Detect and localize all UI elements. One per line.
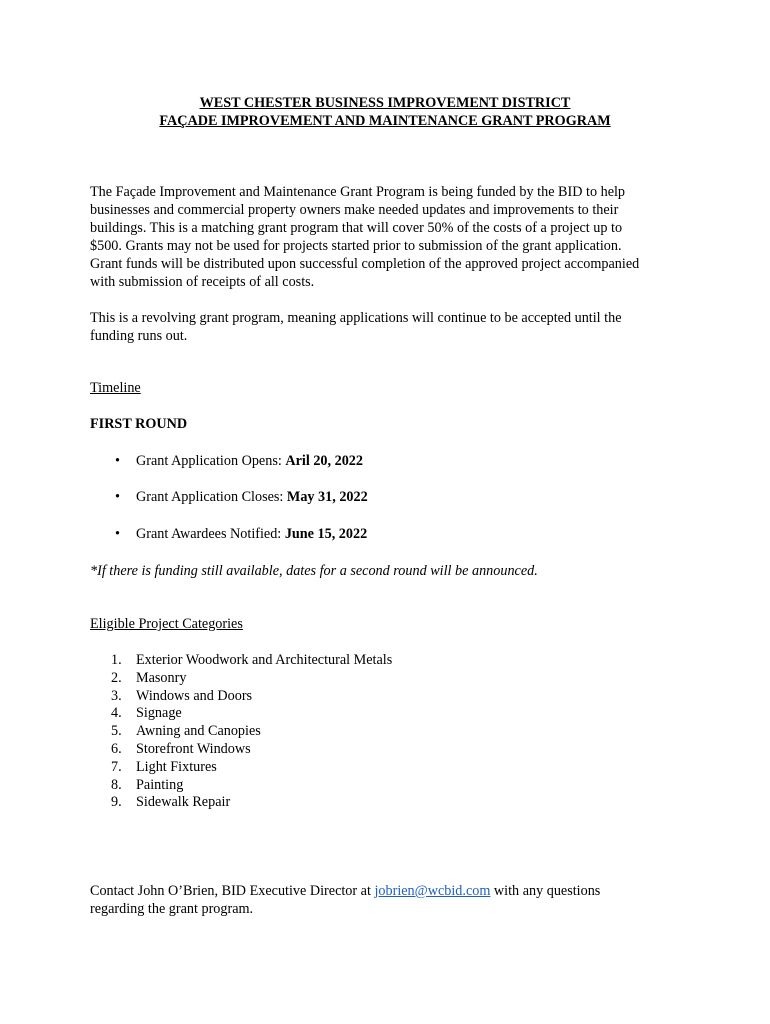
list-item-text: Painting	[136, 776, 184, 793]
list-item-text: Storefront Windows	[136, 740, 251, 757]
list-item-number: 6.	[111, 740, 122, 757]
intro-line: The Façade Improvement and Maintenance Grant Program is being funded by the BID to help	[90, 184, 626, 200]
list-item	[111, 687, 392, 705]
list-item	[111, 793, 392, 811]
revolving-line: This is a revolving grant program, meaning applications will continue to be accepted until the	[90, 310, 622, 326]
email-link[interactable]: jobrien@wcbid.com	[374, 883, 491, 899]
contact-paragraph	[90, 882, 710, 918]
contact-line-2: regarding the grant program.	[90, 901, 254, 917]
list-item-number: 2.	[111, 669, 122, 686]
bullet-icon: •	[115, 453, 120, 469]
list-item-text: Awning and Canopies	[136, 723, 261, 740]
timeline-item-notified	[115, 525, 367, 543]
contact-prefix: Contact John O’Brien, BID Executive Director at	[90, 883, 375, 899]
intro-line: Grant funds will be distributed upon successful completion of the approved project accompanied	[90, 256, 640, 272]
timeline-item-label: Grant Awardees Notified:	[136, 526, 285, 542]
list-item-text: Masonry	[136, 669, 187, 686]
list-item	[111, 669, 392, 687]
list-item	[111, 722, 392, 740]
heading-line-2: FAÇADE IMPROVEMENT AND MAINTENANCE GRANT PROGRAM	[159, 113, 611, 129]
list-item-number: 3.	[111, 687, 122, 704]
timeline-item-date: May 31, 2022	[286, 489, 368, 505]
eligible-categories-heading: Eligible Project Categories	[90, 616, 243, 632]
list-item	[111, 758, 392, 776]
list-item-number: 9.	[111, 794, 122, 811]
timeline-heading: Timeline	[90, 380, 141, 396]
document-heading	[0, 94, 770, 130]
revolving-line: funding runs out.	[90, 328, 188, 344]
timeline-item-label: Grant Application Closes:	[136, 489, 287, 505]
list-item-number: 7.	[111, 758, 122, 775]
bullet-icon: •	[115, 526, 120, 542]
intro-line: $500. Grants may not be used for projects started prior to submission of the grant application.	[90, 238, 622, 254]
list-item-text: Signage	[136, 705, 182, 722]
second-round-note: *If there is funding still available, dates for a second round will be announced.	[90, 563, 538, 579]
list-item	[111, 651, 392, 669]
revolving-paragraph	[90, 309, 690, 345]
first-round-heading: FIRST ROUND	[90, 416, 188, 432]
list-item-text: Sidewalk Repair	[136, 794, 231, 811]
list-item-number: 8.	[111, 776, 122, 793]
contact-line-1	[90, 882, 710, 900]
contact-suffix: with any questions	[490, 883, 601, 899]
list-item-text: Windows and Doors	[136, 687, 253, 704]
list-item	[111, 776, 392, 794]
intro-line: businesses and commercial property owners make needed updates and improvements to their	[90, 202, 619, 218]
eligible-categories-list	[111, 651, 392, 811]
intro-paragraph	[90, 183, 690, 291]
timeline-item-closes	[115, 488, 368, 506]
timeline-item-date: June 15, 2022	[284, 526, 368, 542]
intro-line: with submission of receipts of all costs.	[90, 274, 315, 290]
list-item-number: 5.	[111, 723, 122, 740]
list-item	[111, 704, 392, 722]
heading-line-1: WEST CHESTER BUSINESS IMPROVEMENT DISTRICT	[199, 95, 571, 111]
list-item-number: 4.	[111, 705, 122, 722]
list-item-number: 1.	[111, 652, 122, 668]
bullet-icon: •	[115, 489, 120, 505]
list-item	[111, 740, 392, 758]
list-item-text: Exterior Woodwork and Architectural Metals	[136, 652, 393, 668]
timeline-item-label: Grant Application Opens:	[136, 453, 286, 469]
intro-line: buildings. This is a matching grant program that will cover 50% of the costs of a project up to	[90, 220, 623, 236]
timeline-item-date: Aril 20, 2022	[285, 453, 363, 469]
timeline-item-opens	[115, 452, 363, 470]
list-item-text: Light Fixtures	[136, 758, 217, 775]
